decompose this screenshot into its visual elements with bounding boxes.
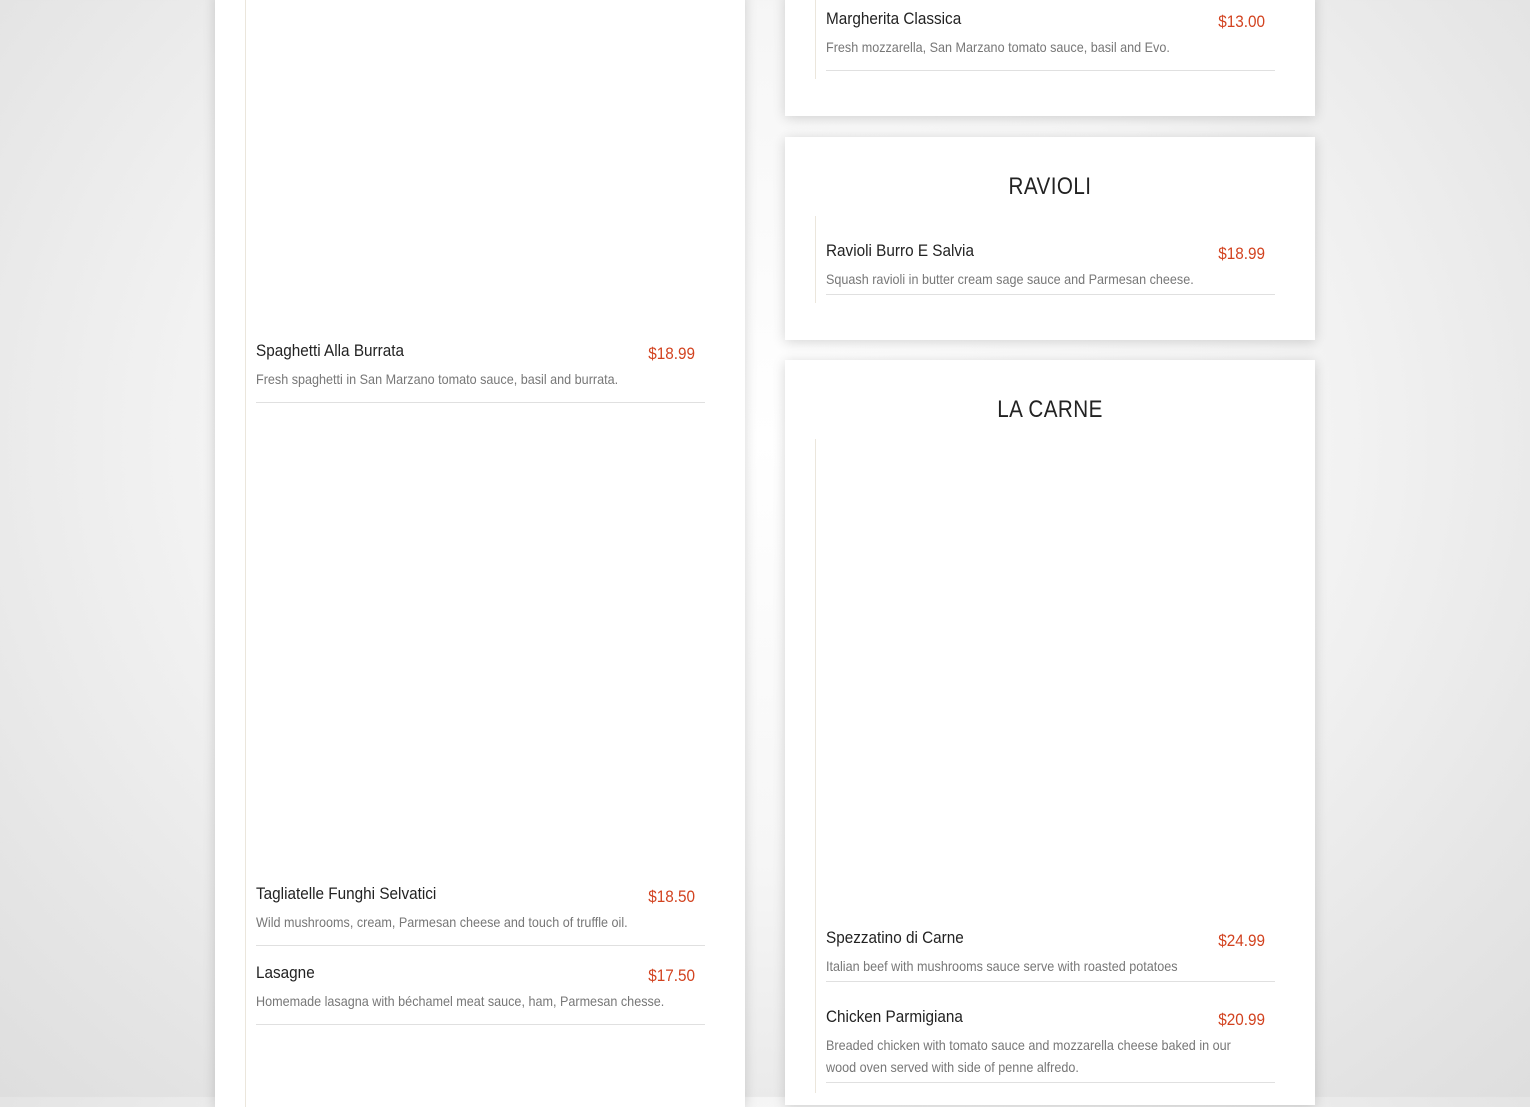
item-description: Fresh spaghetti in San Marzano tomato sauce, basil and burrata. xyxy=(256,371,619,387)
item-price: $18.99 xyxy=(648,344,695,363)
section-rule xyxy=(245,0,246,1107)
item-name: Spezzatino di Carne xyxy=(826,928,964,947)
item-price: $17.50 xyxy=(648,966,695,985)
item-name: Chicken Parmigiana xyxy=(826,1007,963,1026)
item-price: $18.99 xyxy=(1218,244,1265,263)
item-description: Squash ravioli in butter cream sage sauce and Parmesan cheese. xyxy=(826,271,1194,287)
item-name: Lasagne xyxy=(256,963,315,982)
item-description: Fresh mozzarella, San Marzano tomato sauce, basil and Evo. xyxy=(826,39,1170,55)
item-description: Italian beef with mushrooms sauce serve with roasted potatoes xyxy=(826,958,1178,974)
section-rule xyxy=(815,216,816,303)
menu-item-chicken-parmigiana[interactable] xyxy=(826,1007,1275,1083)
item-price: $20.99 xyxy=(1218,1010,1265,1029)
section-title: LA CARNE xyxy=(997,396,1103,423)
menu-section-la-carne xyxy=(785,360,1315,1105)
menu-item-lasagne[interactable] xyxy=(256,963,705,1025)
section-title: RAVIOLI xyxy=(1008,173,1092,200)
item-name: Margherita Classica xyxy=(826,9,962,28)
menu-section-pasta xyxy=(215,0,745,1107)
item-description: Wild mushrooms, cream, Parmesan cheese and touch of truffle oil. xyxy=(256,914,628,930)
item-description: Homemade lasagna with béchamel meat sauce, ham, Parmesan chesse. xyxy=(256,993,665,1009)
item-name: Ravioli Burro E Salvia xyxy=(826,241,974,260)
menu-item-spaghetti-alla-burrata[interactable] xyxy=(256,341,705,403)
menu-item-ravioli-burro-e-salvia[interactable] xyxy=(826,241,1275,295)
menu-section-ravioli xyxy=(785,137,1315,340)
item-price: $18.50 xyxy=(648,887,695,906)
section-rule xyxy=(815,439,816,1093)
menu-item-spezzatino-di-carne[interactable] xyxy=(826,928,1275,982)
menu-item-tagliatelle-funghi-selvatici[interactable] xyxy=(256,884,705,946)
item-name: Spaghetti Alla Burrata xyxy=(256,341,405,360)
item-description: Breaded chicken with tomato sauce and mozzarella cheese baked in our wood oven served with side of penne alfredo. xyxy=(826,1037,1231,1075)
item-price: $13.00 xyxy=(1218,12,1265,31)
menu-item-margherita-classica[interactable] xyxy=(826,9,1275,71)
item-price: $24.99 xyxy=(1218,931,1265,950)
menu-section-pizza xyxy=(785,0,1315,116)
section-rule xyxy=(815,0,816,79)
item-name: Tagliatelle Funghi Selvatici xyxy=(256,884,437,903)
